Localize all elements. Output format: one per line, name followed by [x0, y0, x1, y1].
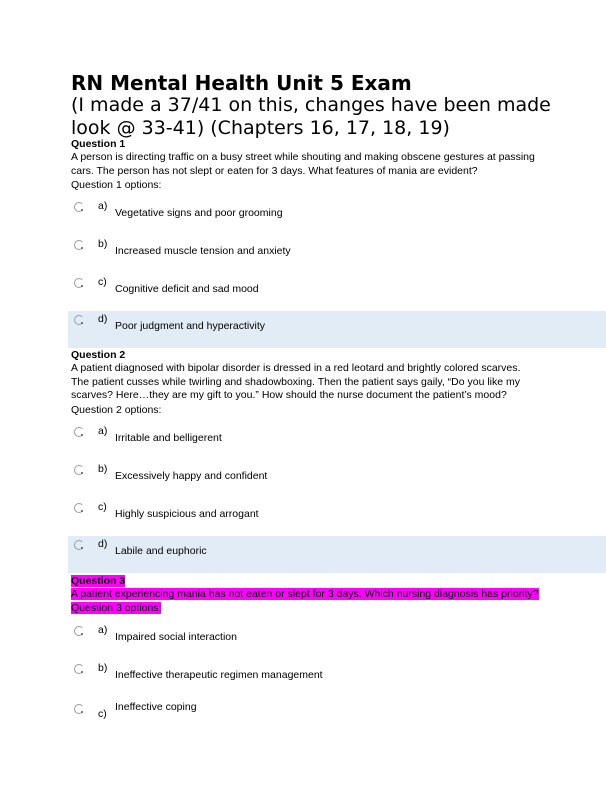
option-text: Impaired social interaction: [115, 631, 237, 643]
option-text: Irritable and belligerent: [115, 432, 222, 444]
option-letter: a): [98, 200, 108, 212]
option-text: Ineffective therapeutic regimen management: [115, 669, 323, 681]
question-3-label: [71, 575, 125, 588]
radio-icon[interactable]: [74, 626, 84, 636]
q1-option-a[interactable]: [68, 198, 606, 235]
question-3-text-highlighted: A patient experiencing mania has not eaten or slept for 3 days. Which nursing diagnosis has priority?: [71, 588, 539, 600]
option-text: Poor judgment and hyperactivity: [115, 320, 265, 332]
radio-icon[interactable]: [74, 315, 84, 325]
option-text: Labile and euphoric: [115, 545, 207, 557]
radio-icon[interactable]: [74, 240, 84, 250]
option-letter: b): [98, 662, 108, 674]
option-text: Ineffective coping: [115, 701, 197, 713]
option-letter: c): [98, 501, 107, 513]
q3-option-b[interactable]: [68, 660, 606, 697]
question-1-label: Question 1: [71, 138, 126, 150]
q1-option-b[interactable]: [68, 236, 606, 273]
question-1-options-label: Question 1 options:: [71, 179, 162, 191]
radio-icon[interactable]: [74, 664, 84, 674]
q1-option-c[interactable]: [68, 274, 606, 311]
q1-option-d[interactable]: [68, 311, 606, 348]
q3-option-c[interactable]: [68, 698, 606, 735]
q3-option-a[interactable]: [68, 622, 606, 659]
option-text: Excessively happy and confident: [115, 470, 268, 482]
page-subtitle: (I made a 37/41 on this, changes have been made look @ 33-41) (Chapters 16, 17, 18, 19): [71, 94, 551, 139]
radio-icon[interactable]: [74, 427, 84, 437]
q2-option-a[interactable]: [68, 423, 606, 460]
option-letter: a): [98, 624, 108, 636]
option-letter: d): [98, 538, 108, 550]
option-letter: a): [98, 425, 108, 437]
q2-option-b[interactable]: [68, 461, 606, 498]
option-text: Vegetative signs and poor grooming: [115, 207, 283, 219]
radio-icon[interactable]: [74, 465, 84, 475]
radio-icon[interactable]: [74, 503, 84, 513]
option-text: Cognitive deficit and sad mood: [115, 283, 259, 295]
question-3-label-text: Question 3: [71, 575, 126, 587]
question-1-text: A person is directing traffic on a busy street while shouting and making obscene gestures at passing cars. The person has not slept or eaten for 3 days. What features of mania are evident?: [71, 151, 535, 177]
question-3-text: [71, 588, 551, 602]
page-title: RN Mental Health Unit 5 Exam: [71, 71, 412, 95]
option-letter: d): [98, 313, 108, 325]
question-2-label: Question 2: [71, 349, 126, 361]
option-letter: c): [98, 708, 107, 720]
question-2-text: A patient diagnosed with bipolar disorder is dressed in a red leotard and brightly colored scarves. The patient cusses while twirling and shadowboxing. Then the patient says gaily, “Do you like my scarves? Here…they are my gift to you.” How should the nurse document the patient’s mood?: [71, 362, 521, 401]
question-2-options-label: Question 2 options:: [71, 404, 162, 416]
radio-icon[interactable]: [74, 704, 84, 714]
radio-icon[interactable]: [74, 202, 84, 212]
q2-option-d[interactable]: [68, 536, 606, 573]
radio-icon[interactable]: [74, 278, 84, 288]
option-letter: c): [98, 276, 107, 288]
option-letter: b): [98, 463, 108, 475]
radio-icon[interactable]: [74, 540, 84, 550]
q2-option-c[interactable]: [68, 499, 606, 536]
option-letter: b): [98, 238, 108, 250]
question-3-options-label-text: Question 3 options:: [71, 602, 162, 614]
option-text: Increased muscle tension and anxiety: [115, 245, 291, 257]
question-3-options-label: [71, 602, 161, 615]
option-text: Highly suspicious and arrogant: [115, 508, 259, 520]
